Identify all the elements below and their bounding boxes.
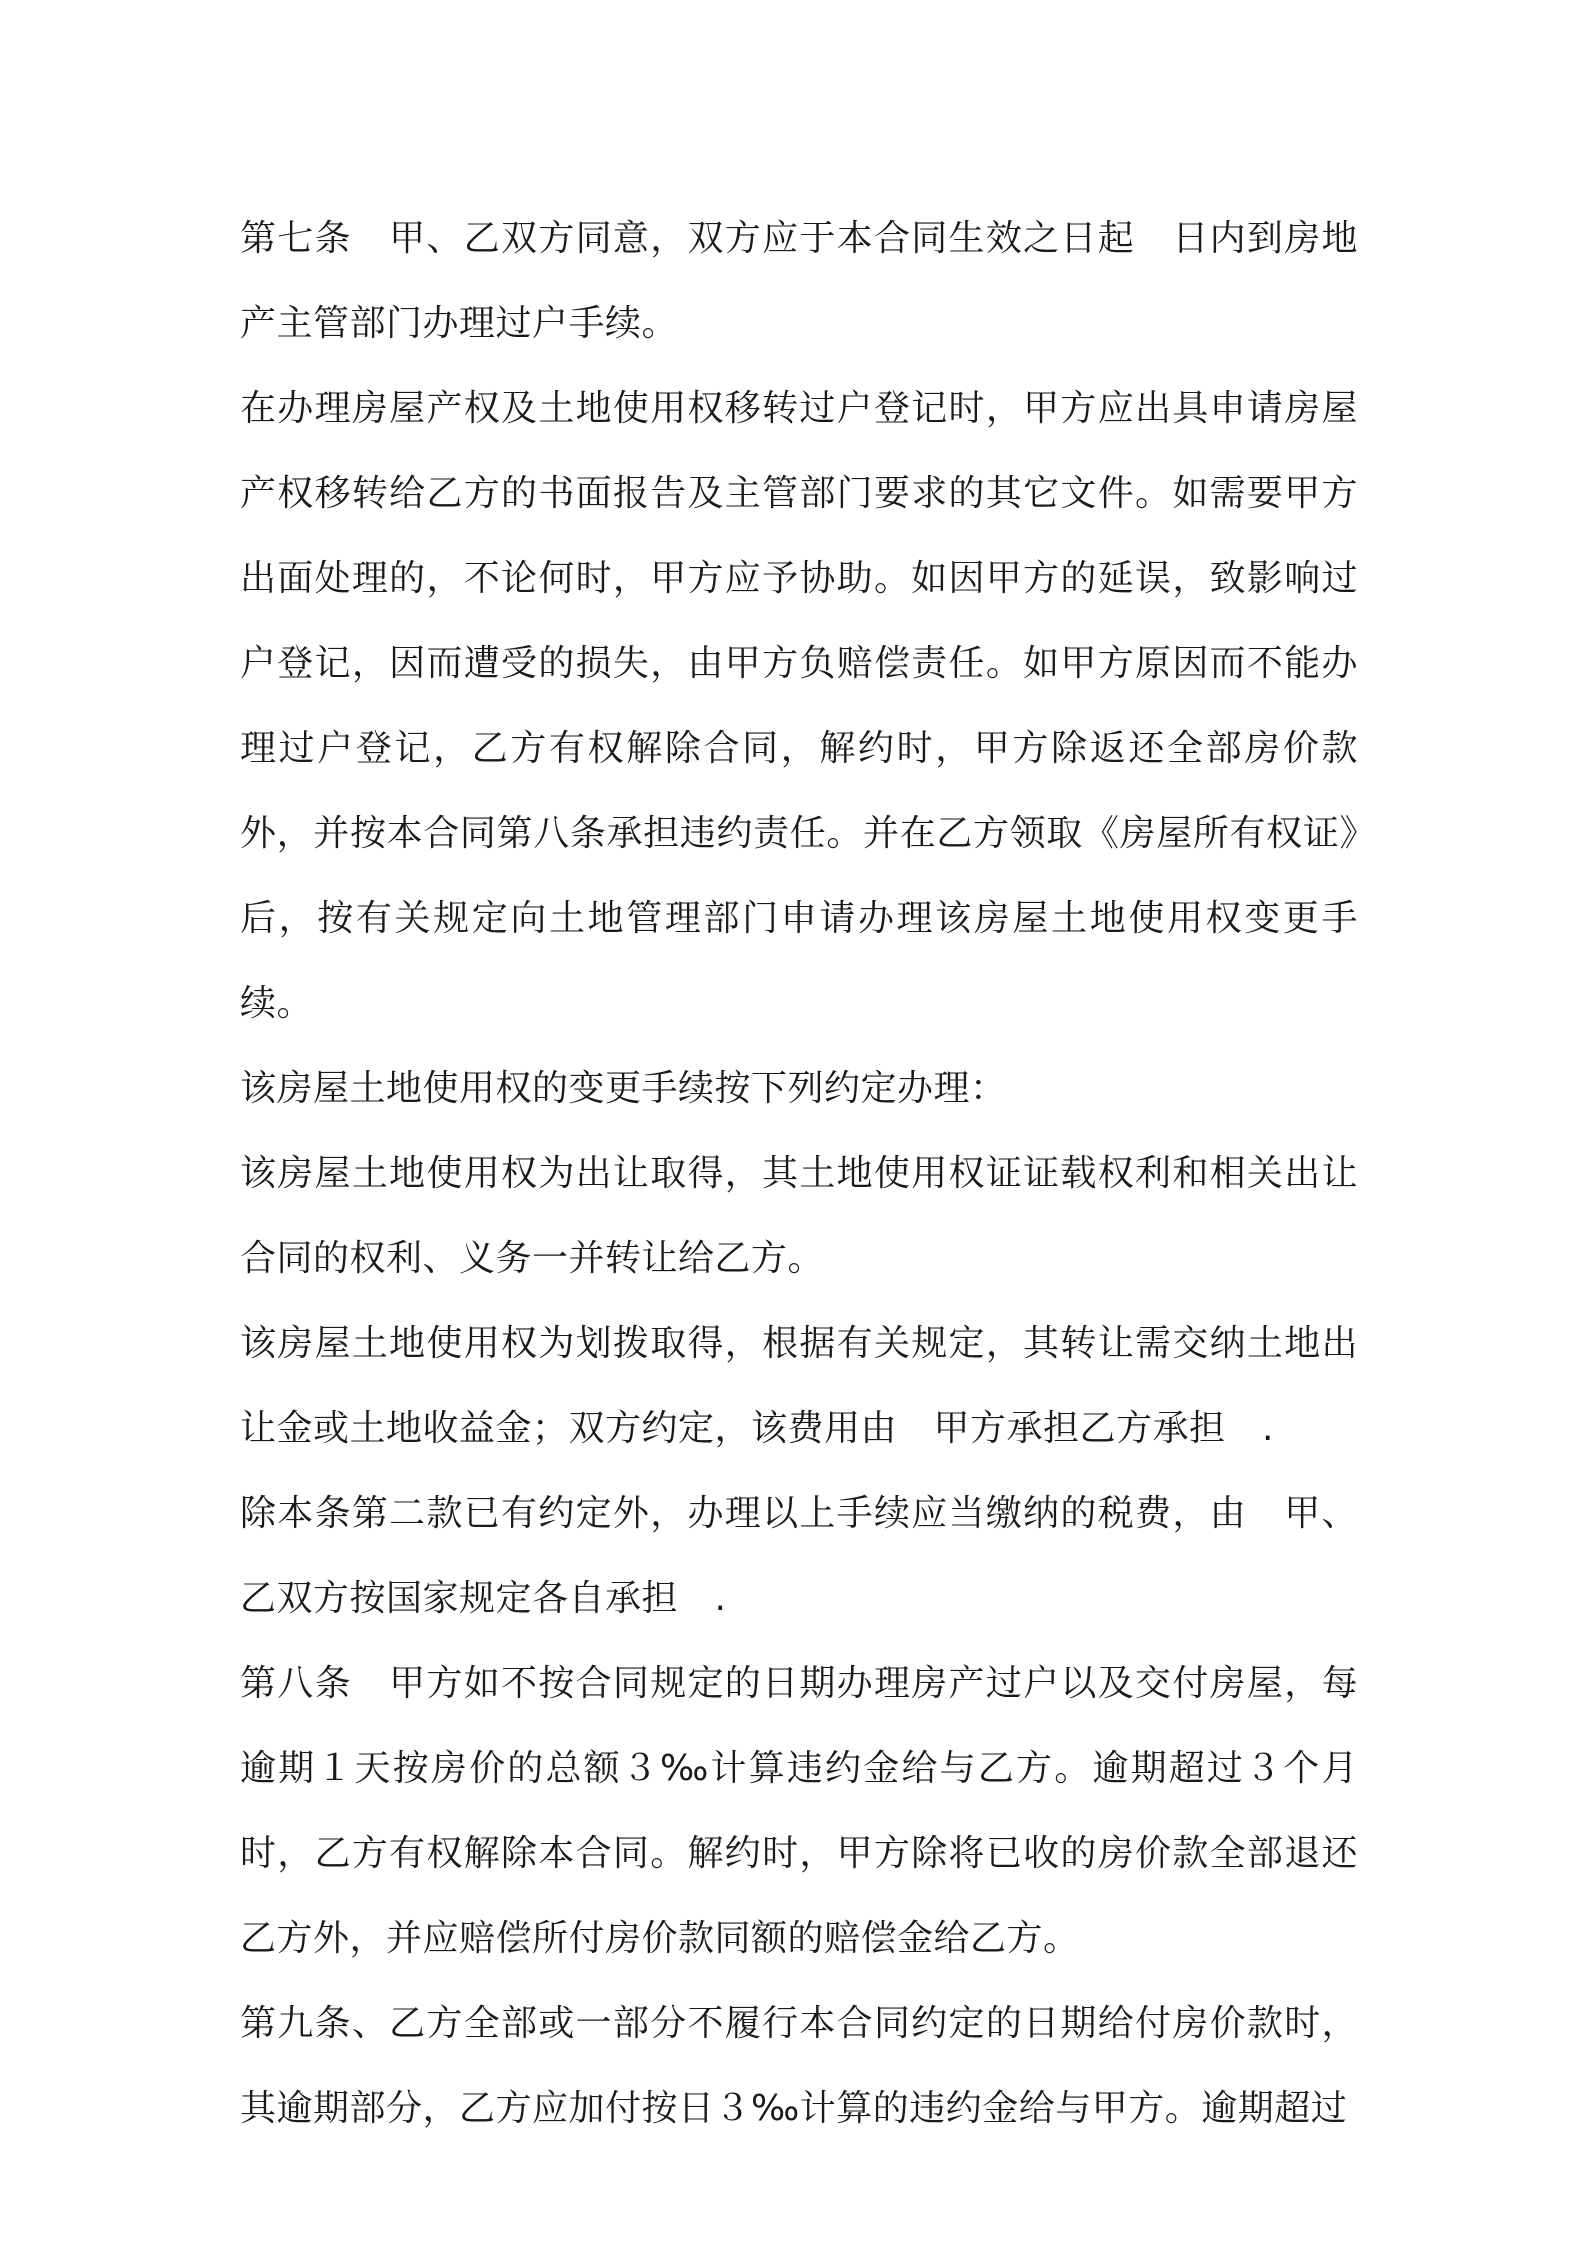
paragraph-transfer-registration: 在办理房屋产权及土地使用权移转过户登记时，甲方应出具申请房屋产权移转给乙方的书面报告及主管部门要求的其它文件。如需要甲方出面处理的，不论何时，甲方应予协助。如因甲方的延误，致影响过户登记，因而遭受的损失，由甲方负赔偿责任。如甲方原因而不能办理过户登记，乙方有权解除合同，解约时，甲方除返还全部房价款外，并按本合同第八条承担违约责任。并在乙方领取《房屋所有权证》后，按有关规定向土地管理部门申请办理该房屋土地使用权变更手续。 xyxy=(240,388,1358,1024)
paragraph-taxes: 除本条第二款已有约定外，办理以上手续应当缴纳的税费，由 甲、乙双方按国家规定各自承担 . xyxy=(240,1493,1358,1619)
paragraph-land-transfer-grant: 该房屋土地使用权为出让取得，其土地使用权证证载权利和相关出让合同的权利、义务一并转让给乙方。 xyxy=(240,1153,1358,1279)
paragraph-article-9: 第九条、乙方全部或一部分不履行本合同约定的日期给付房价款时，其逾期部分，乙方应加付按日３‰计算的违约金给与甲方。逾期超过 xyxy=(240,2003,1358,2129)
paragraph-land-use-change: 该房屋土地使用权的变更手续按下列约定办理： xyxy=(240,1068,1007,1109)
contract-text xyxy=(240,196,1358,2151)
paragraph-land-allocation: 该房屋土地使用权为划拨取得，根据有关规定，其转让需交纳土地出让金或土地收益金；双方约定，该费用由 甲方承担乙方承担 . xyxy=(240,1323,1358,1449)
paragraph-article-8: 第八条 甲方如不按合同规定的日期办理房产过户以及交付房屋，每逾期１天按房价的总额３‰计算违约金给与乙方。逾期超过３个月时，乙方有权解除本合同。解约时，甲方除将已收的房价款全部退还乙方外，并应赔偿所付房价款同额的赔偿金给乙方。 xyxy=(240,1663,1358,1959)
paragraph-article-7: 第七条 甲、乙双方同意，双方应于本合同生效之日起 日内到房地产主管部门办理过户手续。 xyxy=(240,218,1358,344)
